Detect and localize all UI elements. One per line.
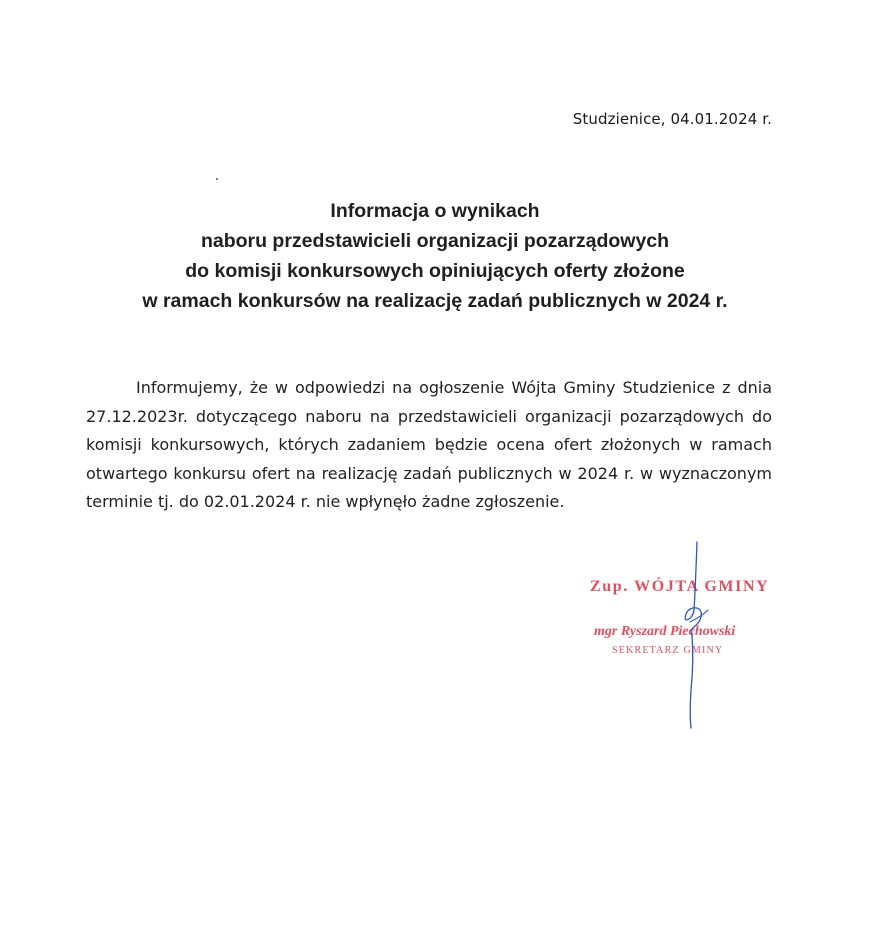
handwritten-signature: [660, 540, 720, 730]
body-paragraph: Informujemy, że w odpowiedzi na ogłoszenie Wójta Gminy Studzienice z dnia 27.12.2023r. dotyczącego naboru na przedstawicieli organizacji pozarządowych do komisji konkursowych, których zadaniem będzie ocena ofert złożonych w ramach otwartego konkursu ofert na realizację zadań publicznych w 2024 r. w wyznaczonym terminie tj. do 02.01.2024 r. nie wpłynęło żadne zgłoszenie.: [86, 378, 772, 511]
scan-speck: [216, 178, 218, 180]
place-and-date: Studzienice, 04.01.2024 r.: [572, 110, 772, 128]
title-line: Informacja o wynikach: [330, 200, 540, 222]
title-line: w ramach konkursów na realizację zadań publicznych w 2024 r.: [142, 290, 728, 312]
title-line: naboru przedstawicieli organizacji pozarządowych: [200, 230, 670, 252]
title-line: do komisji konkursowych opiniujących oferty złożone: [185, 260, 685, 282]
stamp-role: SEKRETARZ GMINY: [612, 645, 724, 656]
stamp-title: Zup. WÓJTA GMINY: [590, 578, 770, 595]
body-text: [86, 374, 772, 517]
document-title: [40, 196, 830, 316]
stamp-name: mgr Ryszard Piechowski: [594, 624, 736, 639]
signature-stroke: [685, 542, 701, 728]
